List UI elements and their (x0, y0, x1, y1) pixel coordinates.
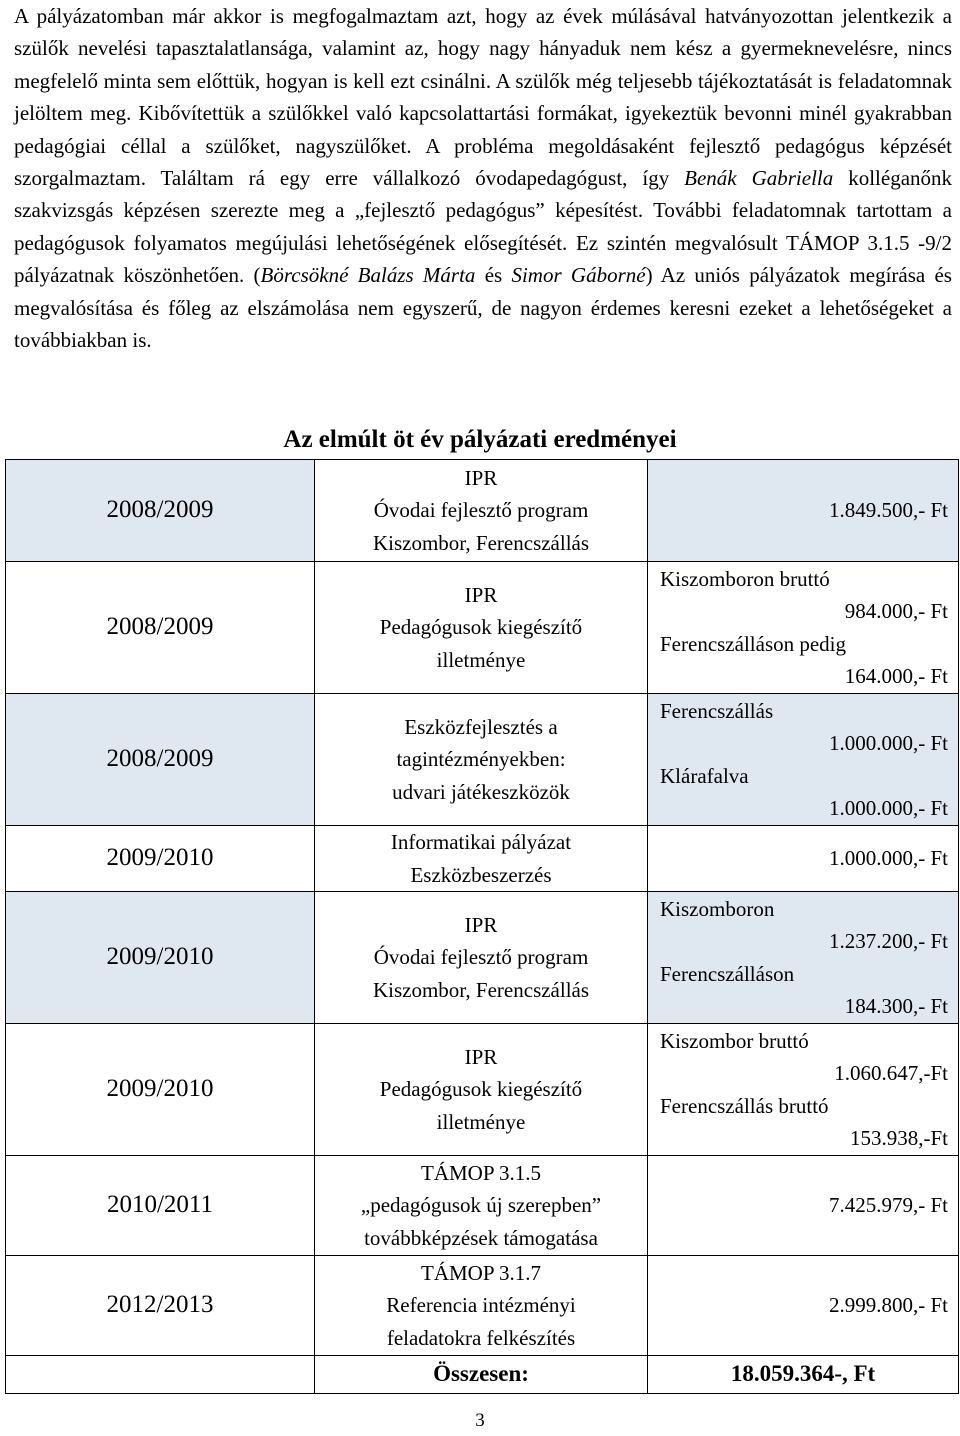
year-cell: 2009/2010 (6, 826, 315, 892)
description-line: Pedagógusok kiegészítő (379, 615, 583, 640)
amount-value: 1.000.000,- Ft (828, 846, 948, 871)
amount-cell (648, 826, 959, 892)
paragraph-text-3: és (475, 263, 512, 288)
body-paragraph (14, 0, 952, 356)
description-line: Pedagógusok kiegészítő (379, 1077, 583, 1102)
results-table (5, 459, 959, 1394)
amount-label: Ferencszálláson (660, 961, 795, 986)
description-line: IPR (464, 582, 498, 607)
description-line: IPR (464, 912, 498, 937)
total-label: Összesen: (315, 1356, 648, 1394)
description-line: TÁMOP 3.1.7 (421, 1260, 541, 1285)
year-cell: 2009/2010 (6, 892, 315, 1024)
description-cell (315, 1256, 648, 1356)
amount-value: 7.425.979,- Ft (828, 1193, 948, 1218)
amount-label: Ferencszálláson pedig (660, 631, 847, 656)
table-row (6, 826, 959, 892)
amount-cell (648, 1256, 959, 1356)
amount-value: 153.938,-Ft (849, 1126, 948, 1150)
amount-value: 184.300,- Ft (844, 994, 948, 1018)
description-line: Óvodai fejlesztő program (373, 945, 589, 970)
description-line: Referencia intézményi (386, 1293, 576, 1318)
name-benak-gabriella: Benák Gabriella (684, 166, 834, 191)
paragraph-text-1: A pályázatomban már akkor is megfogalmaztam azt, hogy az évek múlásával hatványozottan jelentkezik a szülők nevelési tapasztalatlansága, valamint az, hogy nagy hányaduk nem kész a gyermeknevelésre, nincs megfelelő minta sem előttük, hogyan is kell ezt csinálni. A szülők még teljesebb tájékoztatását is feladatomnak jelöltem meg. Kibővítettük a szülőkkel való kapcsolattartási formákat, igyekeztük bevonni minél gyakrabban pedagógiai céllal a szülőket, nagyszülőket. A probléma megoldásaként fejlesztő pedagógus képzését szorgalmaztam. Találtam rá egy erre vállalkozó óvodapedagógust, így (14, 4, 952, 191)
description-line: illetménye (436, 1109, 526, 1134)
description-line: feladatokra felkészítés (386, 1325, 576, 1350)
description-cell (315, 826, 648, 892)
amount-cell (648, 694, 959, 826)
table-row (6, 562, 959, 694)
description-line: IPR (464, 465, 498, 490)
amount-label: Ferencszállás bruttó (660, 1093, 829, 1118)
description-cell (315, 460, 648, 562)
total-value: 18.059.364-, Ft (648, 1356, 959, 1394)
description-line: TÁMOP 3.1.5 (421, 1160, 541, 1185)
amount-cell (648, 562, 959, 694)
name-simor-gaborne: Simor Gáborné (511, 263, 646, 288)
description-cell (315, 694, 648, 826)
year-cell: 2008/2009 (6, 694, 315, 826)
amount-cell (648, 892, 959, 1024)
amount-label: Kiszomboron bruttó (660, 566, 830, 591)
amount-value: 2.999.800,- Ft (828, 1293, 948, 1318)
description-line: Óvodai fejlesztő program (373, 498, 589, 523)
description-line: illetménye (436, 647, 526, 672)
paragraph-text-2: kolléganőnk szakvizsgás képzésen szerezte meg a „fejlesztő pedagógus” képesítést. További feladatomnak tartottam a pedagógusok folyamatos megújulási lehetőségének elősegítését. Ez szintén megvalósult TÁMOP 3.1.5 -9/2 pályázatnak köszönhetően. ( (14, 166, 953, 288)
amount-value: 1.000.000,- Ft (828, 796, 948, 820)
table-row (6, 1024, 959, 1156)
description-line: IPR (464, 1044, 498, 1069)
description-line: Eszközbeszerzés (410, 862, 552, 887)
total-row (6, 1356, 959, 1394)
description-cell (315, 1024, 648, 1156)
table-row (6, 1156, 959, 1256)
table-row (6, 1256, 959, 1356)
table-row (6, 460, 959, 562)
description-line: tagintézményekben: (396, 747, 566, 772)
amount-value: 1.237.200,- Ft (828, 929, 948, 953)
amount-label: Kiszomboron (660, 896, 775, 921)
description-line: Kiszombor, Ferencszállás (372, 530, 590, 555)
description-line: udvari játékeszközök (392, 779, 570, 804)
name-borcsokne: Börcsökné Balázs Márta (260, 263, 476, 288)
year-cell: 2012/2013 (6, 1256, 315, 1356)
page-number: 3 (475, 1410, 485, 1431)
table-row (6, 694, 959, 826)
table-title: Az elmúlt öt év pályázati eredményei (283, 426, 677, 453)
year-cell: 2010/2011 (6, 1156, 315, 1256)
year-cell: 2008/2009 (6, 562, 315, 694)
amount-label: Kiszombor bruttó (660, 1028, 809, 1053)
amount-label: Klárafalva (660, 763, 749, 788)
amount-value: 164.000,- Ft (844, 664, 948, 688)
amount-cell (648, 460, 959, 562)
amount-value: 1.060.647,-Ft (834, 1061, 948, 1085)
table-row (6, 892, 959, 1024)
amount-cell (648, 1024, 959, 1156)
description-line: Kiszombor, Ferencszállás (372, 977, 590, 1002)
amount-value: 1.849.500,- Ft (828, 498, 948, 523)
total-empty-cell (6, 1356, 315, 1394)
description-cell (315, 562, 648, 694)
amount-label: Ferencszállás (660, 698, 774, 723)
year-cell: 2008/2009 (6, 460, 315, 562)
description-line: Informatikai pályázat (390, 830, 572, 854)
year-cell: 2009/2010 (6, 1024, 315, 1156)
amount-value: 984.000,- Ft (844, 599, 948, 623)
description-line: továbbképzések támogatása (364, 1225, 598, 1250)
description-cell (315, 1156, 648, 1256)
amount-value: 1.000.000,- Ft (828, 731, 948, 755)
description-line: Eszközfejlesztés a (404, 714, 558, 739)
description-cell (315, 892, 648, 1024)
amount-cell (648, 1156, 959, 1256)
description-line: „pedagógusok új szerepben” (360, 1193, 602, 1218)
paragraph-text-4: ) Az uniós pályázatok megírása és megvalósítása és főleg az elszámolása nem egyszerű, de nagyon érdemes keresni ezeket a lehetőségeket a továbbiakban is. (14, 263, 952, 353)
